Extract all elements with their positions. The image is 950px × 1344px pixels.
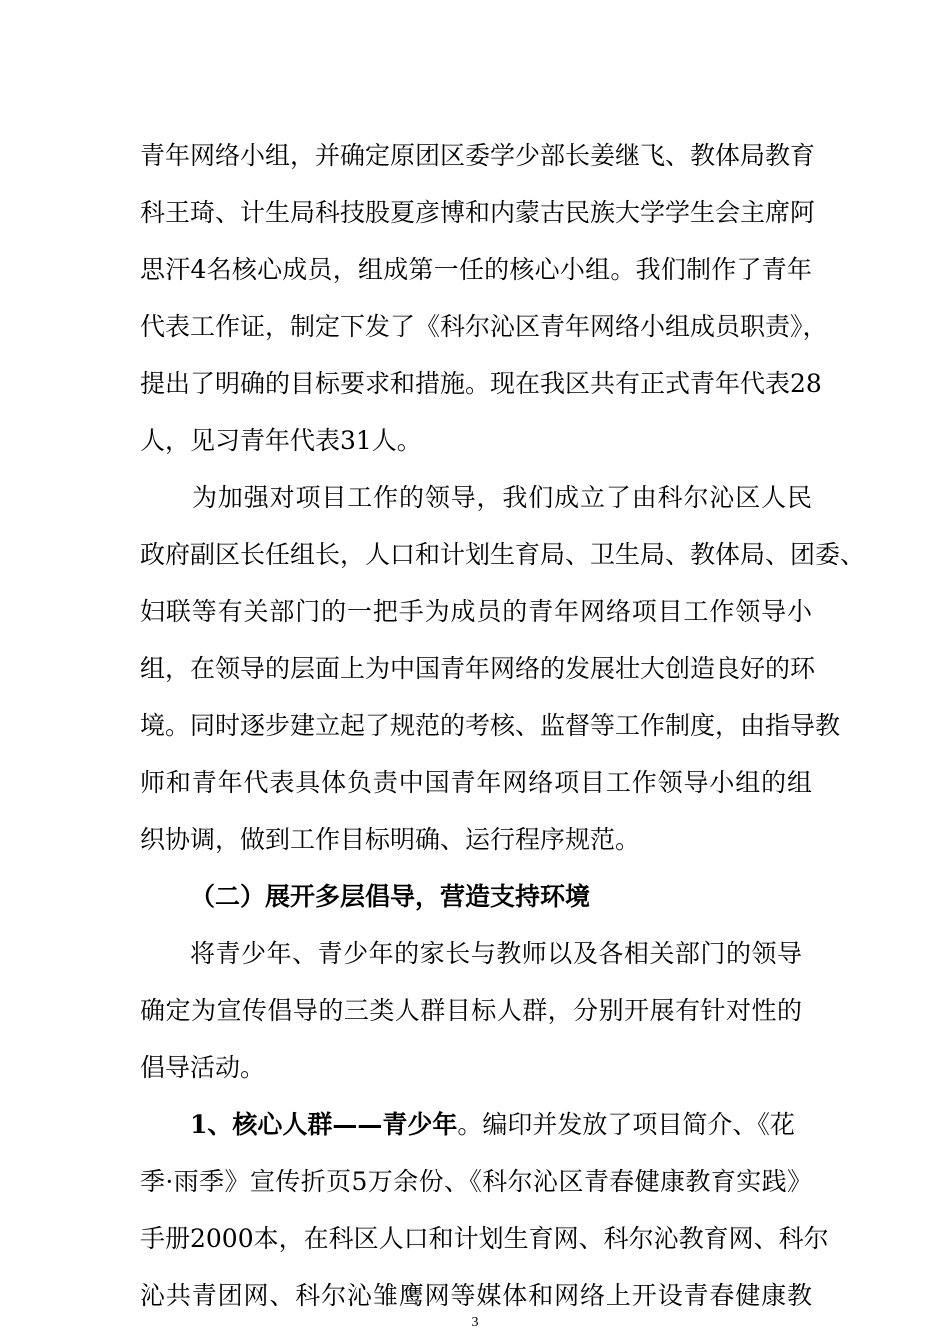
text-line: 季·雨季》宣传折页5万余份、《科尔沁区青春健康教育实践》	[140, 1167, 812, 1196]
text-line: 手册2000本，在科区人口和计划生育网、科尔沁教育网、科尔	[140, 1224, 829, 1253]
text-line: 师和青年代表具体负责中国青年网络项目工作领导小组的组	[140, 768, 812, 797]
text-line: 倡导活动。	[140, 1053, 266, 1082]
text-line: 政府副区长任组长，人口和计划生育局、卫生局、教体局、团委、	[140, 540, 866, 569]
text-line: 代表工作证，制定下发了《科尔沁区青年网络小组成员职责》，	[140, 312, 828, 341]
text-line: 提出了明确的目标要求和措施。现在我区共有正式青年代表28	[140, 369, 822, 398]
text-run: 。编印并发放了项目简介、《花	[457, 1110, 795, 1139]
text-line: 组，在领导的层面上为中国青年网络的发展壮大创造良好的环	[140, 654, 816, 683]
text-line: 确定为宣传倡导的三类人群目标人群，分别开展有针对性的	[140, 996, 802, 1025]
text-line: 境。同时逐步建立起了规范的考核、监督等工作制度，由指导教	[140, 711, 841, 740]
text-line: 为加强对项目工作的领导，我们成立了由科尔沁区人民	[192, 483, 812, 512]
text-line: 织协调，做到工作目标明确、运行程序规范。	[140, 825, 641, 854]
text-line: 将青少年、青少年的家长与教师以及各相关部门的领导	[190, 939, 802, 968]
page-number: 3	[471, 1315, 479, 1330]
text-line: 沁共青团网、科尔沁雏鹰网等媒体和网络上开设青春健康教	[140, 1281, 812, 1310]
text-line	[190, 1109, 810, 1141]
text-line: 人，见习青年代表31人。	[140, 426, 422, 455]
text-line: 青年网络小组，并确定原团区委学少部长姜继飞、教体局教育	[140, 141, 816, 170]
text-line: 妇联等有关部门的一把手为成员的青年网络项目工作领导小	[140, 597, 812, 626]
bold-lead: 1、核心人群——青少年	[190, 1110, 458, 1139]
text-line: 科王琦、计生局科技股夏彦博和内蒙古民族大学学生会主席阿	[140, 198, 816, 227]
text-line: 思汗4名核心成员，组成第一任的核心小组。我们制作了青年	[140, 255, 812, 284]
section-heading: （二）展开多层倡导，营造支持环境	[190, 882, 591, 911]
